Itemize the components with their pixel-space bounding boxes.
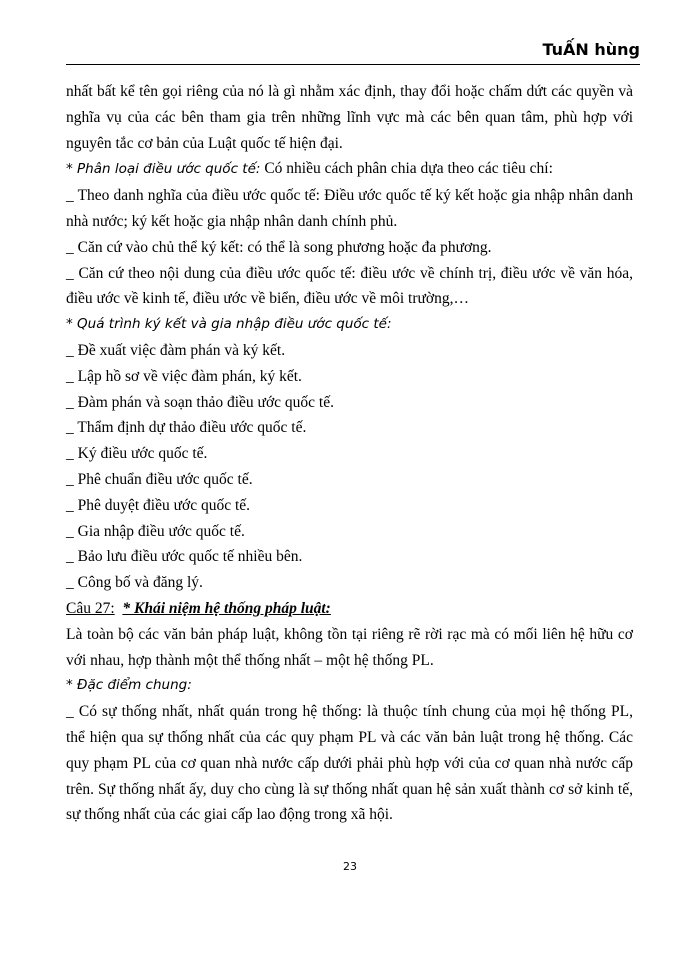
classification-line bbox=[66, 156, 633, 183]
question-27-label: Câu 27: bbox=[66, 599, 115, 617]
process-item: _ Bảo lưu điều ước quốc tế nhiều bên. bbox=[66, 548, 303, 566]
process-item: _ Ký điều ước quốc tế. bbox=[66, 445, 208, 463]
question-27-title: * Khái niệm hệ thống pháp luật: bbox=[122, 599, 331, 617]
process-item: _ Phê chuẩn điều ước quốc tế. bbox=[66, 470, 253, 488]
classification-heading: * Phân loại điều ước quốc tế: bbox=[66, 161, 261, 178]
document-body bbox=[66, 79, 633, 828]
classification-item: _ Theo danh nghĩa của điều ước quốc tế: Điều ước quốc tế ký kết hoặc gia nhập nhân danh nhà nước; ký kết hoặc gia nhập nhân danh chính phủ. bbox=[66, 187, 633, 230]
features-paragraph: _ Có sự thống nhất, nhất quán trong hệ thống: là thuộc tính chung của mọi hệ thống PL, thể hiện qua sự thống nhất của các quy phạm PL và các văn bản luật trong hệ thống. Các quy phạm PL của cơ quan nhà nước cấp dưới phải phù hợp với của cơ quan nhà nước cấp trên. Sự thống nhất ấy, duy cho cùng là sự thống nhất quan hệ sản xuất thành cơ sở kinh tế, sự thống nhất của các giai cấp lao động trong xã hội. bbox=[66, 703, 633, 824]
features-heading: * Đặc điểm chung: bbox=[66, 677, 192, 694]
process-item: _ Phê duyệt điều ước quốc tế. bbox=[66, 496, 251, 514]
process-item: _ Lập hồ sơ về việc đàm phán, ký kết. bbox=[66, 367, 302, 385]
process-item: _ Công bố và đăng lý. bbox=[66, 574, 203, 592]
process-item: _ Thẩm định dự thảo điều ước quốc tế. bbox=[66, 419, 307, 437]
process-item: _ Đề xuất việc đàm phán và ký kết. bbox=[66, 341, 286, 359]
classification-intro: Có nhiều cách phân chia dựa theo các tiêu chí: bbox=[260, 160, 553, 178]
question-27-heading bbox=[66, 596, 633, 622]
header-rule bbox=[66, 64, 640, 65]
page-number: 23 bbox=[343, 860, 357, 873]
process-item: _ Gia nhập điều ước quốc tế. bbox=[66, 522, 245, 540]
process-item: _ Đàm phán và soạn thảo điều ước quốc tế. bbox=[66, 393, 334, 411]
classification-item: _ Căn cứ vào chủ thể ký kết: có thể là song phương hoặc đa phương. bbox=[66, 238, 492, 256]
paragraph-continuation: nhất bất kể tên gọi riêng của nó là gì nhằm xác định, thay đổi hoặc chấm dứt các quyền và nghĩa vụ của các bên tham gia trên những lĩnh vực mà các bên quan tâm, phù hợp với nguyên tắc cơ bản của Luật quốc tế hiện đại. bbox=[66, 83, 633, 152]
header-author: TuẤN hùng bbox=[542, 40, 640, 59]
process-heading: * Quá trình ký kết và gia nhập điều ước quốc tế: bbox=[66, 316, 392, 333]
classification-item: _ Căn cứ theo nội dung của điều ước quốc tế: điều ước về chính trị, điều ước về văn hóa, điều ước về kinh tế, điều ước về biển, điều ước về môi trường,… bbox=[66, 264, 633, 308]
question-27-definition: Là toàn bộ các văn bản pháp luật, không tồn tại riêng rẽ rời rạc mà có mối liên hệ hữu cơ với nhau, hợp thành một thể thống nhất – một hệ thống PL. bbox=[66, 625, 633, 669]
